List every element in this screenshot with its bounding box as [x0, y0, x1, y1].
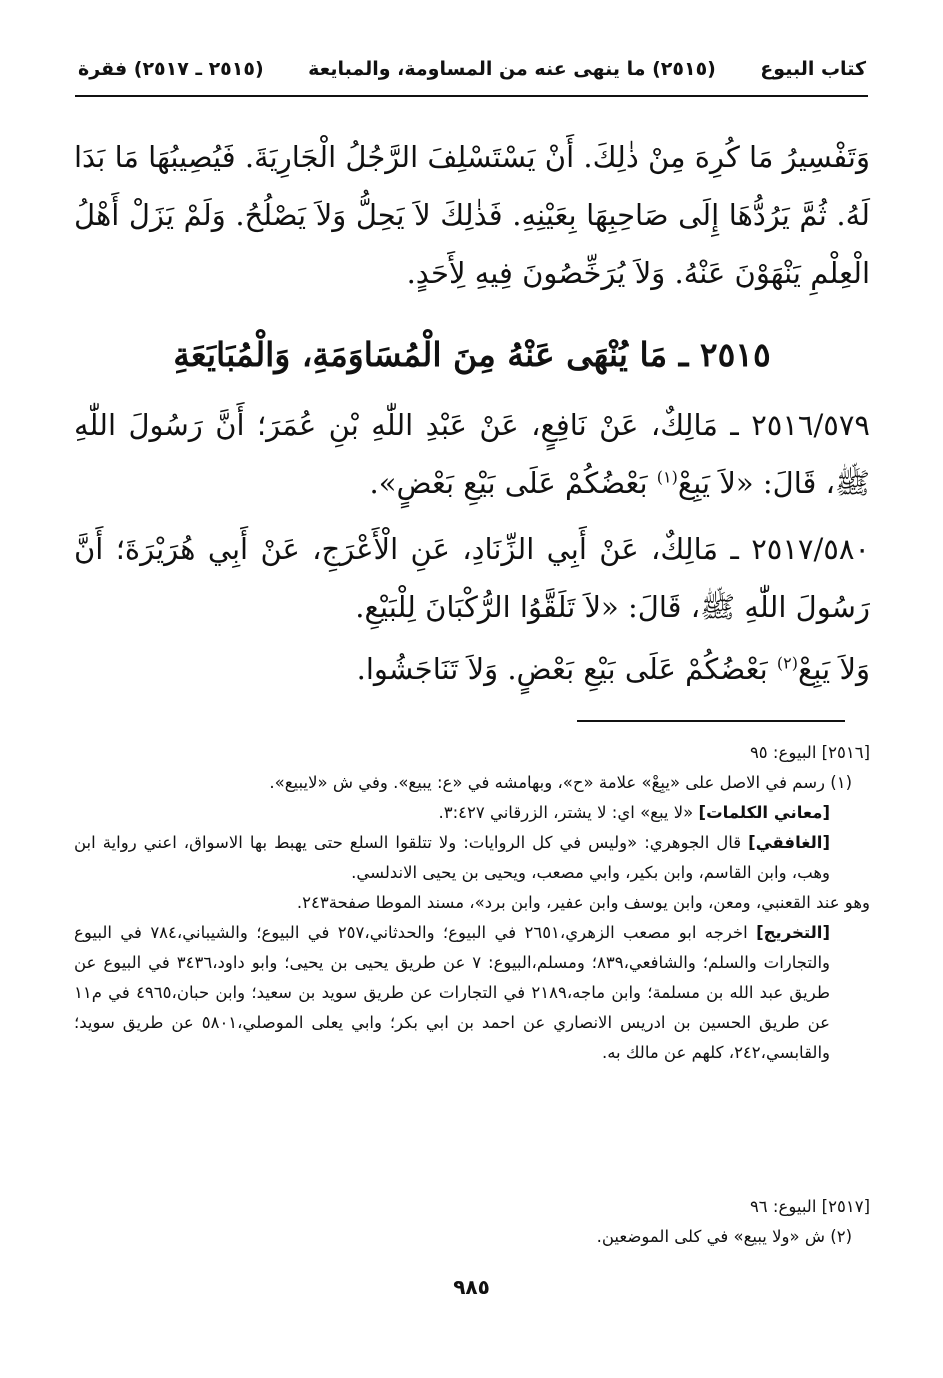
hadith-2516 — [74, 396, 908, 512]
ghafiqi-label: [الغافقي] — [748, 833, 830, 852]
footnotes-2516 — [74, 738, 870, 1068]
page-number: ٩٨٥ — [453, 1275, 490, 1299]
book-title: كتاب البيوع — [760, 58, 866, 80]
ghafiqi-note — [74, 828, 870, 888]
hadith-number: ٢٥١٦/٥٧٩ ـ — [730, 408, 870, 442]
header-range: (٢٥١٥ ـ ٢٥١٧) فقرة — [78, 58, 264, 80]
hadith-text-cont: بَعْضُكُمْ عَلَى بَيْعِ بَعْضٍ». — [369, 466, 648, 500]
hadith-2517-continuation — [74, 640, 908, 698]
maani-note — [74, 798, 870, 828]
maani-text: «لا يبع» اي: لا يشتر، الزرقاني ٣:٤٢٧. — [438, 803, 694, 822]
header-chapter-ref: (٢٥١٥) ما ينهى عنه من المساومة، والمبايعة — [308, 58, 716, 80]
footnote-divider — [577, 720, 845, 722]
intro-paragraph: وَتَفْسِيرُ مَا كُرِهَ مِنْ ذٰلِكَ. أَنْ يَسْتَسْلِفَ الرَّجُلُ الْجَارِيَةَ. فَيُصِيبُهَا مَا بَدَا لَهُ. ثُمَّ يَرُدُّهَا إِلَى صَاحِبِهَا بِعَيْنِهِ. فَذٰلِكَ لاَ يَحِلُّ وَلاَ يَصْلُحُ. وَلَمْ يَزَلْ أَهْلُ الْعِلْمِ يَنْهَوْنَ عَنْهُ. وَلاَ يُرَخِّصُونَ فِيهِ لِأَحَدٍ. — [74, 140, 870, 290]
footnote-marker: (١) — [656, 467, 678, 487]
takhrij-label: [التخريج] — [756, 923, 831, 942]
footnote-1: (١) رسم في الاصل على «يبِعْ» علامة «ح»، وبهامشه في «ع: يبيع». وفي ش «لايبيع». — [269, 773, 852, 792]
footnote-marker: (٢) — [776, 653, 798, 673]
footnotes-2517 — [74, 1192, 870, 1252]
footnote-ref-2517: [٢٥١٧] البيوع: ٩٦ — [749, 1197, 870, 1216]
hadith-text: وَلاَ يَبِعْ — [797, 652, 870, 686]
ghafiqi-text: قال الجوهري: «وليس في كل الروايات: ولا تتلقوا السلع حتى يهبط بها الاسواق، اعني رواية ابن وهب، وابن القاسم، وابن بكير، وابي مصعب، ويحيى بن يحيى الاندلسي. — [74, 833, 830, 882]
footnote-2: (٢) ش «ولا يبيع» في كلى الموضعين. — [596, 1227, 852, 1246]
chapter-heading: ٢٥١٥ ـ مَا يُنْهَى عَنْهُ مِنَ الْمُسَاوَمَةِ، وَالْمُبَايَعَةِ — [173, 335, 771, 374]
hadith-number: ٢٥١٧/٥٨٠ ـ — [730, 532, 870, 566]
hadith-text: مَالِكٌ، عَنْ أَبِي الزِّنَادِ، عَنِ الْأَعْرَجِ، عَنْ أَبِي هُرَيْرَةَ؛ أَنَّ رَسُولَ اللّٰهِ ﷺ، قَالَ: «لاَ تَلَقَّوُا الرُّكْبَانَ لِلْبَيْعِ. — [74, 532, 870, 624]
hadith-text: مَالِكٌ، عَنْ نَافِعٍ، عَنْ عَبْدِ اللّٰهِ بْنِ عُمَرَ؛ أَنَّ رَسُولَ اللّٰهِ ﷺ، قَالَ: «لاَ يَبِعْ — [74, 408, 870, 500]
hadith-text-cont: بَعْضُكُمْ عَلَى بَيْعِ بَعْضٍ. وَلاَ تَنَاجَشُوا. — [356, 652, 768, 686]
footnote-ref-2516: [٢٥١٦] البيوع: ٩٥ — [749, 743, 870, 762]
running-header — [78, 58, 866, 80]
hadith-2517 — [74, 520, 908, 636]
header-divider — [75, 95, 868, 97]
wahuwa-note: وهو عند القعنبي، ومعن، وابن يوسف وابن عفير، وابن برد»، مسند الموطا صفحة٢٤٣. — [296, 893, 870, 912]
maani-label: [معاني الكلمات] — [698, 803, 830, 822]
takhrij-note — [74, 918, 870, 1068]
takhrij-text: اخرجه ابو مصعب الزهري،٢٦٥١ في البيوع؛ والحدثاني،٢٥٧ في البيوع؛ والشيباني،٧٨٤ في البيوع والتجارات والسلم؛ والشافعي،٨٣٩؛ ومسلم،البيوع: ٧ عن طريق يحيى بن يحيى؛ وابو داود،٣٤٣٦ في البيوع عن طريق عبد الله بن مسلمة؛ وابن ماجه،٢١٨٩ في التجارات عن طريق سويد بن سعيد؛ وابن حبان،٤٩٦٥ في م١١ عن طريق الحسين بن ادريس الانصاري عن احمد بن ابي بكر؛ وابي يعلى الموصلي،٥٨٠١ عن طريق سويد؛ والقابسي،٢٤٢، كلهم عن مالك به. — [74, 923, 831, 1062]
